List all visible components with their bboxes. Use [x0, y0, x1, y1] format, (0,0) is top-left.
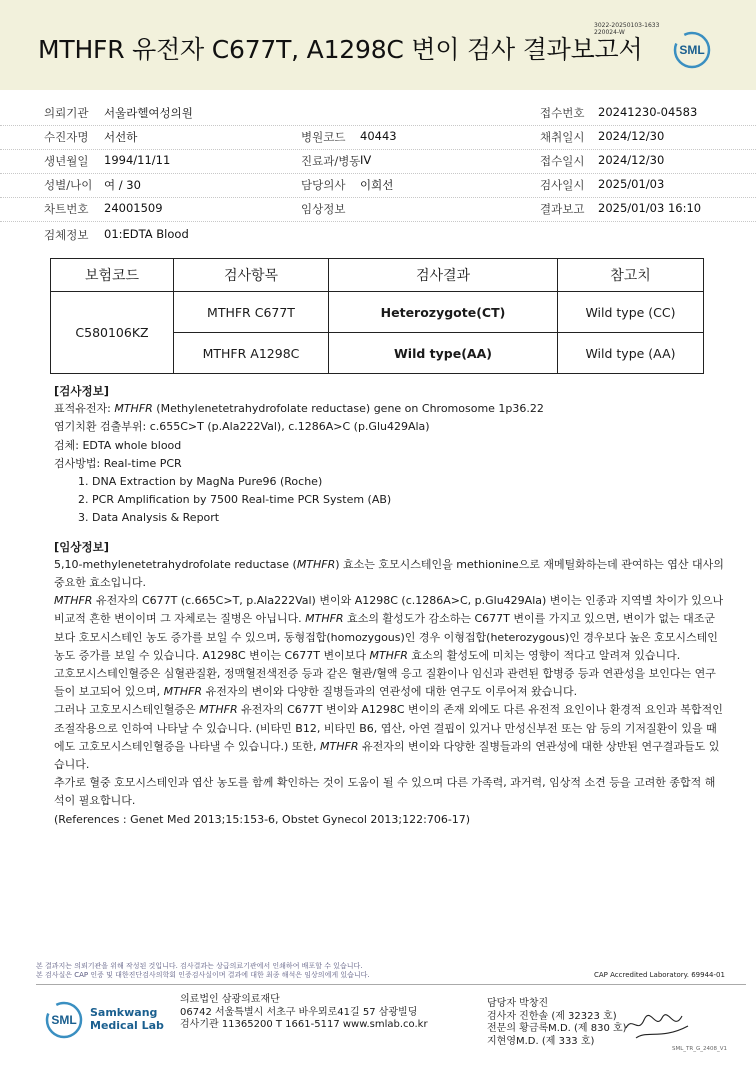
- lab-address: 의료법인 삼광의료재단 06742 서울특별시 서초구 바우뫼로41길 57 삼광빌딩 검사기관 11365200 T 1661-5117 www.smlab.co.kr: [180, 994, 428, 1030]
- report-body: [54, 382, 724, 829]
- receipt-no-label: 접수번호: [540, 106, 585, 120]
- signature-icon: [622, 1008, 692, 1044]
- receipt-no-value: 20241230-04583: [598, 105, 698, 119]
- info-row: [0, 101, 756, 126]
- test-date-value: 2025/01/03: [598, 177, 665, 191]
- test-item-cell: MTHFR C677T: [174, 292, 329, 333]
- results-table: [50, 258, 704, 374]
- test-item-cell: MTHFR A1298C: [174, 333, 329, 374]
- signatories: 담당자 박창진 검사자 진한솔 (제 32323 호) 전문의 황금록M.D. (제 830 호) 지현영M.D. (제 333 호): [487, 998, 627, 1047]
- footer-notice: 본 결과지는 의뢰기관을 위해 작성된 것입니다. 검사결과는 상급의료기관에서 인쇄하여 배포할 수 있습니다. 본 검사실은 CAP 인증 및 대한진단검사의학회 인증검사실이며 결과에 대한 최종 해석은 임상의에게 있습니다.: [36, 962, 370, 979]
- clinical-info-heading: [임상정보]: [54, 539, 109, 554]
- hospital-code-label: 병원코드: [301, 130, 346, 144]
- table-row: [51, 292, 704, 333]
- examinee-label: 수진자명: [44, 130, 89, 144]
- clinical-paragraph: 추가로 혈중 호모시스테인과 엽산 농도를 함께 확인하는 것이 도움이 될 수 있으며 다른 가족력, 과거력, 임상적 소견 등을 고려한 종합적 해석이 필요합니다.: [54, 776, 716, 808]
- dept-value: IV: [360, 153, 372, 167]
- target-gene: 표적유전자: MTHFR (Methylenetetrahydrofolate reductase) gene on Chromosome 1p36.22: [54, 402, 544, 416]
- form-version: SML_TR_G_2408_V1: [672, 1046, 728, 1052]
- receipt-date-value: 2024/12/30: [598, 153, 665, 167]
- column-header: 참고치: [558, 259, 704, 292]
- clinical-paragraph: 5,10-methylenetetrahydrofolate reductase (MTHFR) 효소는 호모시스테인을 methionine으로 재메틸화하는데 관여하는 엽산 대사의 중요한 효소입니다.: [54, 557, 724, 590]
- clinical-paragraph: 고호모시스테인혈증은 심혈관질환, 정맥혈전색전증 등과 같은 혈관/혈액 응고 질환이나 임신과 관련된 합병증 등과 연관성을 보인다는 연구들이 보고되어 있으며, MTHFR 유전자의 변이와 다양한 질병들과의 연관성에 대한 연구도 이루어져 왔습니다.: [54, 667, 716, 699]
- detection-sites: 염기치환 검출부위: c.655C>T (p.Ala222Val), c.1286A>C (p.Glu429Ala): [54, 420, 430, 434]
- list-item: 1. DNA Extraction by MagNa Pure96 (Roche): [92, 473, 724, 491]
- chart-no-label: 차트번호: [44, 202, 89, 216]
- doctor-label: 담당의사: [301, 178, 346, 192]
- sex-age-value: 여 / 30: [104, 178, 141, 192]
- document-code: 3022-20250103-1633 220024-W: [594, 22, 660, 36]
- info-row: [0, 197, 756, 222]
- receipt-date-label: 접수일시: [540, 154, 585, 168]
- birth-value: 1994/11/11: [104, 153, 171, 167]
- chart-no-value: 24001509: [104, 201, 163, 215]
- specimen-type: 검체: EDTA whole blood: [54, 438, 182, 452]
- test-method: 검사방법: Real-time PCR: [54, 456, 182, 470]
- column-header: 검사결과: [329, 259, 558, 292]
- examinee-value: 서선하: [104, 130, 138, 144]
- footer-divider: [36, 984, 746, 985]
- info-row: [0, 173, 756, 198]
- hospital-code-value: 40443: [360, 129, 397, 143]
- sml-logo-icon: [672, 30, 712, 70]
- collection-date-label: 채취일시: [540, 130, 585, 144]
- column-header: 검사항목: [174, 259, 329, 292]
- report-date-label: 결과보고: [540, 202, 585, 216]
- requesting-institution-value: 서울라헬여성의원: [104, 106, 193, 120]
- report-header: [0, 0, 756, 90]
- birth-label: 생년월일: [44, 154, 89, 168]
- sml-footer-logo-icon: [44, 1000, 84, 1040]
- doctor-value: 이희선: [360, 178, 394, 192]
- references: (References : Genet Med 2013;15:153-6, Obstet Gynecol 2013;122:706-17): [54, 812, 471, 826]
- info-row: [0, 125, 756, 150]
- insurance-code-cell: C580106KZ: [51, 292, 174, 374]
- list-item: 2. PCR Amplification by 7500 Real-time PCR System (AB): [92, 491, 724, 509]
- collection-date-value: 2024/12/30: [598, 129, 665, 143]
- svg-text:SML: SML: [679, 43, 705, 57]
- column-header: 보험코드: [51, 259, 174, 292]
- test-result-cell: Heterozygote(CT): [329, 292, 558, 333]
- sex-age-label: 성별/나이: [44, 178, 93, 192]
- clinical-paragraph: MTHFR 유전자의 C677T (c.665C>T, p.Ala222Val) 변이와 A1298C (c.1286A>C, p.Glu429Ala) 변이는 인종과 지역별 차이가 있으나 비교적 흔한 변이이며 그 자체로는 질병은 아닙니다. MTHFR 효소의 활성도가 감소하는 C677T 변이를 가지고 있으면, 변이가 없는 대조군보다 호모시스테인 농도 증가를 보일 수 있으며, 동형접합(homozygous)인 경우 이형접합(heterozygous)인 경우보다 높은 호모시스테인 농도 증가를 보일 수 있습니다. A1298C 변이는 C677T 변이보다 MTHFR 효소의 활성도에 미치는 영향이 적다고 알려져 있습니다.: [54, 594, 724, 662]
- table-header-row: [51, 259, 704, 292]
- test-date-label: 검사일시: [540, 178, 585, 192]
- lab-name: Samkwang Medical Lab: [90, 1006, 164, 1032]
- info-row: [0, 221, 756, 245]
- dept-label: 진료과/병동: [301, 154, 361, 168]
- clinical-info-label: 임상정보: [301, 202, 346, 216]
- list-item: 3. Data Analysis & Report: [92, 509, 724, 527]
- requesting-institution-label: 의뢰기관: [44, 106, 89, 120]
- info-row: [0, 149, 756, 174]
- test-info-heading: [검사정보]: [54, 384, 109, 398]
- specimen-label: 검체정보: [44, 228, 89, 242]
- cap-accreditation: CAP Accredited Laboratory. 69944-01: [594, 971, 725, 979]
- svg-text:SML: SML: [51, 1013, 77, 1027]
- specimen-value: 01:EDTA Blood: [104, 227, 189, 241]
- method-steps: [54, 473, 724, 528]
- report-title: MTHFR 유전자 C677T, A1298C 변이 검사 결과보고서: [38, 35, 643, 64]
- clinical-paragraph: 그러나 고호모시스테인혈증은 MTHFR 유전자의 C677T 변이와 A1298C 변이의 존재 외에도 다른 유전적 요인이나 환경적 요인과 복합적인 조절작용으로 인하여 나타날 수 있습니다. (비타민 B12, 비타민 B6, 엽산, 아연 결핍이 있거나 만성신부전 또는 암 등의 기저질환이 있을 때에도 고호모시스테인혈증을 나타낼 수 있습니다.) 또한, MTHFR 유전자의 변이와 다양한 질병들과의 연관성에 대한 상반된 연구결과들도 있습니다.: [54, 703, 723, 772]
- reference-cell: Wild type (AA): [558, 333, 704, 374]
- reference-cell: Wild type (CC): [558, 292, 704, 333]
- test-result-cell: Wild type(AA): [329, 333, 558, 374]
- report-date-value: 2025/01/03 16:10: [598, 201, 702, 215]
